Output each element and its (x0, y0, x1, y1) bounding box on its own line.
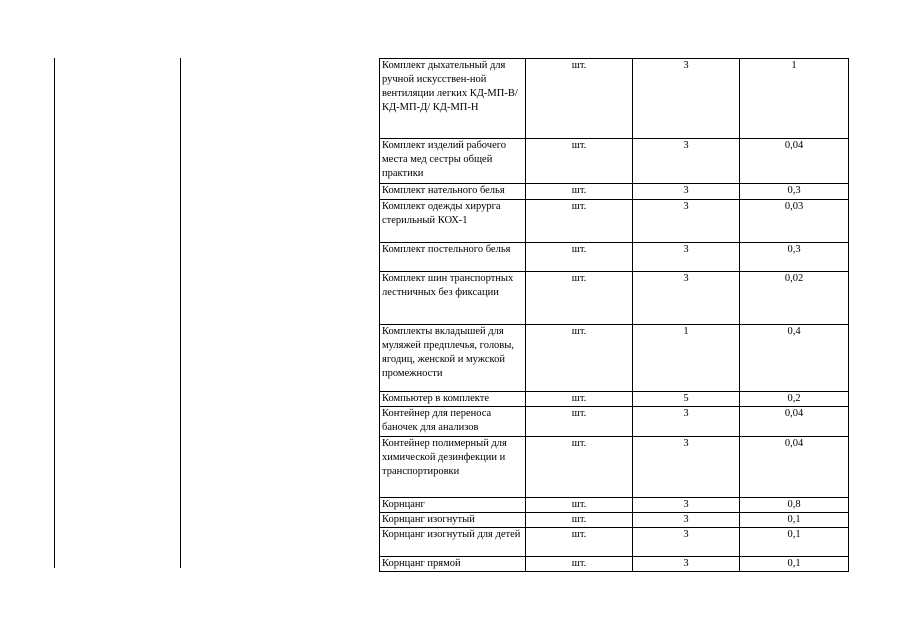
table-row (380, 513, 849, 528)
item-name-cell: Контейнер полимерный для химической дезинфекции и транспортировки (380, 437, 526, 498)
table-row (380, 200, 849, 243)
unit-cell: шт. (526, 325, 633, 392)
item-name-cell: Корнцанг (380, 498, 526, 513)
quantity-cell: 3 (633, 59, 740, 139)
unit-cell: шт. (526, 243, 633, 272)
unit-cell: шт. (526, 498, 633, 513)
unit-cell: шт. (526, 59, 633, 139)
quantity-cell: 3 (633, 557, 740, 572)
item-name-cell: Комплект постельного белья (380, 243, 526, 272)
unit-cell: шт. (526, 437, 633, 498)
item-name-cell: Контейнер для переноса баночек для анализов (380, 407, 526, 437)
item-name-cell: Комплект нательного белья (380, 184, 526, 200)
quantity-cell: 3 (633, 139, 740, 184)
quantity-cell: 3 (633, 272, 740, 325)
unit-cell: шт. (526, 392, 633, 407)
quantity-cell: 3 (633, 513, 740, 528)
unit-cell: шт. (526, 513, 633, 528)
quantity-cell: 3 (633, 528, 740, 557)
value-cell: 0,3 (740, 243, 849, 272)
value-cell: 0,1 (740, 528, 849, 557)
unit-cell: шт. (526, 200, 633, 243)
left-border-line (54, 58, 55, 568)
item-name-cell: Корнцанг изогнутый для детей (380, 528, 526, 557)
item-name-cell: Компьютер в комплекте (380, 392, 526, 407)
unit-cell: шт. (526, 272, 633, 325)
value-cell: 0,2 (740, 392, 849, 407)
value-cell: 0,1 (740, 513, 849, 528)
table-row (380, 184, 849, 200)
item-name-cell: Комплект дыхательный для ручной искусствен-ной вентиляции легких КД-МП-В/ КД-МП-Д/ КД-МП-Н (380, 59, 526, 139)
unit-cell: шт. (526, 139, 633, 184)
table-row (380, 392, 849, 407)
value-cell: 0,04 (740, 407, 849, 437)
quantity-cell: 5 (633, 392, 740, 407)
quantity-cell: 3 (633, 407, 740, 437)
value-cell: 0,1 (740, 557, 849, 572)
table-row (380, 498, 849, 513)
table-row (380, 325, 849, 392)
table-row (380, 528, 849, 557)
value-cell: 0,04 (740, 437, 849, 498)
quantity-cell: 3 (633, 243, 740, 272)
item-name-cell: Комплект шин транспортных лестничных без фиксации (380, 272, 526, 325)
table-row (380, 139, 849, 184)
quantity-cell: 1 (633, 325, 740, 392)
equipment-table (379, 58, 849, 572)
value-cell: 0,03 (740, 200, 849, 243)
value-cell: 0,8 (740, 498, 849, 513)
table-row (380, 437, 849, 498)
table-row (380, 272, 849, 325)
table-row (380, 243, 849, 272)
value-cell: 0,3 (740, 184, 849, 200)
table-row (380, 557, 849, 572)
item-name-cell: Комплекты вкладышей для муляжей предплечья, головы, ягодиц, женской и мужской промежности (380, 325, 526, 392)
value-cell: 0,4 (740, 325, 849, 392)
unit-cell: шт. (526, 184, 633, 200)
item-name-cell: Корнцанг изогнутый (380, 513, 526, 528)
quantity-cell: 3 (633, 184, 740, 200)
quantity-cell: 3 (633, 200, 740, 243)
table-row (380, 407, 849, 437)
column-divider-line (180, 58, 181, 568)
quantity-cell: 3 (633, 498, 740, 513)
unit-cell: шт. (526, 528, 633, 557)
value-cell: 0,02 (740, 272, 849, 325)
quantity-cell: 3 (633, 437, 740, 498)
item-name-cell: Комплект изделий рабочего места мед сестры общей практики (380, 139, 526, 184)
unit-cell: шт. (526, 557, 633, 572)
item-name-cell: Комплект одежды хирурга стерильный КОХ-1 (380, 200, 526, 243)
table-row (380, 59, 849, 139)
value-cell: 1 (740, 59, 849, 139)
unit-cell: шт. (526, 407, 633, 437)
value-cell: 0,04 (740, 139, 849, 184)
item-name-cell: Корнцанг прямой (380, 557, 526, 572)
